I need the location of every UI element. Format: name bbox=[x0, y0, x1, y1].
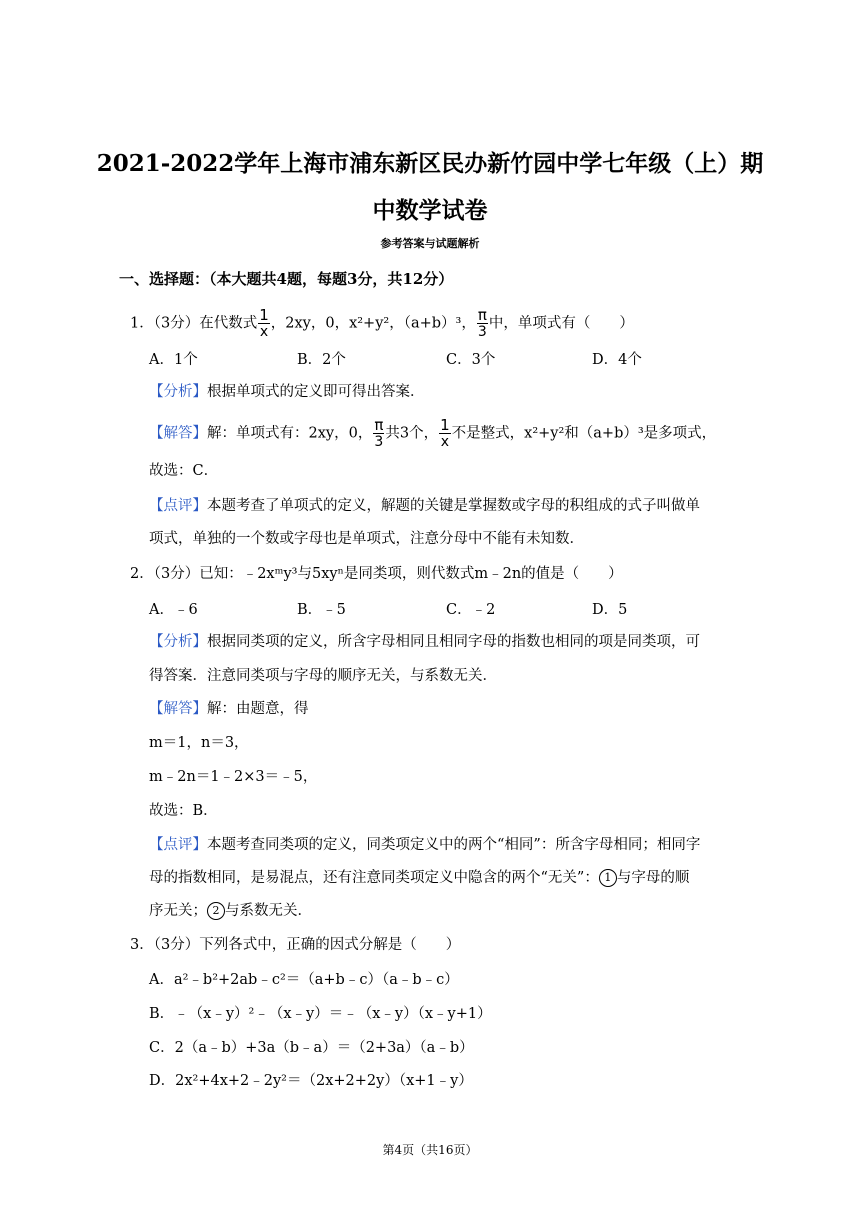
q2-solution-3: m﹣2n＝1﹣2×3＝﹣5， bbox=[149, 769, 318, 785]
q1-solution: 【解答】解：单项式有：2xy，0， $\frac{\pi}{3}$ 共3个， $\frac{1}{x}$ 不是整式，x²+y²和（a+b）³是多项式， bbox=[149, 416, 717, 450]
q1-stem: 1．（3分）在代数式 $\frac{1}{x}$ ，2xy，0，x²+y²，（a+b）³， $\frac{\pi}{3}$ 中，单项式有（ ） bbox=[130, 306, 634, 340]
exam-title-line1: 2021-2022学年上海市浦东新区民办新竹园中学七年级（上）期 bbox=[96, 150, 764, 177]
q3-option-b: B．﹣（x﹣y）²﹣（x﹣y）＝﹣（x﹣y）（x﹣y+1） bbox=[149, 1006, 492, 1022]
q2-comment-2: 母的指数相同，是易混点，还有注意同类项定义中隐含的两个“无关”： 1 与字母的顺 bbox=[149, 870, 690, 886]
q1-comment-1: 【点评】本题考查了单项式的定义，解题的关键是掌握数或字母的积组成的式子叫做单 bbox=[149, 498, 700, 514]
q1-option-d: D．4个 bbox=[592, 352, 642, 368]
q2-option-c: C．﹣2 bbox=[446, 602, 496, 618]
q1-option-a: A．1个 bbox=[149, 352, 198, 368]
q1-sol-frac-pi-over-3: $\frac{\pi}{3}$ bbox=[374, 416, 384, 450]
q1-analysis: 【分析】根据单项式的定义即可得出答案． bbox=[149, 384, 425, 400]
q1-comment-2: 项式，单独的一个数或字母也是单项式，注意分母中不能有未知数． bbox=[149, 531, 584, 547]
circled-number-2: 2 bbox=[207, 902, 225, 920]
q1-answer: 故选：C． bbox=[149, 463, 219, 479]
q2-analysis-1: 【分析】根据同类项的定义，所含字母相同且相同字母的指数也相同的项是同类项，可 bbox=[149, 634, 700, 650]
q2-answer: 故选：B． bbox=[149, 803, 218, 819]
q3-option-d: D．2x²+4x+2﹣2y²＝（2x+2+2y）（x+1﹣y） bbox=[149, 1073, 473, 1089]
q2-solution-2: m＝1，n＝3， bbox=[149, 735, 249, 751]
circled-number-1: 1 bbox=[599, 869, 617, 887]
q2-stem: 2．（3分）已知：﹣2xᵐy³与5xyⁿ是同类项，则代数式m﹣2n的值是（ ） bbox=[130, 566, 623, 582]
q2-comment-1: 【点评】本题考查同类项的定义，同类项定义中的两个“相同”：所含字母相同；相同字 bbox=[149, 837, 701, 853]
section-heading: 一、选择题：（本大题共4题，每题3分，共12分） bbox=[119, 270, 454, 288]
q1-option-b: B．2个 bbox=[297, 352, 346, 368]
q2-solution-1: 【解答】解：由题意，得 bbox=[149, 701, 309, 717]
q3-option-c: C．2（a﹣b）+3a（b﹣a）＝（2+3a）（a﹣b） bbox=[149, 1040, 474, 1056]
q3-stem: 3．（3分）下列各式中，正确的因式分解是（ ） bbox=[130, 937, 461, 953]
q2-analysis-2: 得答案．注意同类项与字母的顺序无关，与系数无关． bbox=[149, 668, 497, 684]
page-number: 第4页（共16页） bbox=[382, 1143, 478, 1157]
q2-comment-3: 序无关； 2 与系数无关． bbox=[149, 903, 312, 919]
q1-sol-frac-1-over-x: $\frac{1}{x}$ bbox=[440, 416, 450, 450]
q2-option-b: B．﹣5 bbox=[297, 602, 346, 618]
q1-option-c: C．3个 bbox=[446, 352, 496, 368]
q1-frac-pi-over-3: $\frac{\pi}{3}$ bbox=[477, 306, 487, 340]
q2-option-d: D．5 bbox=[592, 602, 628, 618]
q1-frac-1-over-x: $\frac{1}{x}$ bbox=[259, 306, 269, 340]
exam-subtitle: 参考答案与试题解析 bbox=[380, 237, 480, 250]
q2-option-a: A．﹣6 bbox=[149, 602, 198, 618]
q3-option-a: A．a²﹣b²+2ab﹣c²＝（a+b﹣c）（a﹣b﹣c） bbox=[149, 972, 459, 988]
exam-title-line2: 中数学试卷 bbox=[372, 197, 488, 224]
